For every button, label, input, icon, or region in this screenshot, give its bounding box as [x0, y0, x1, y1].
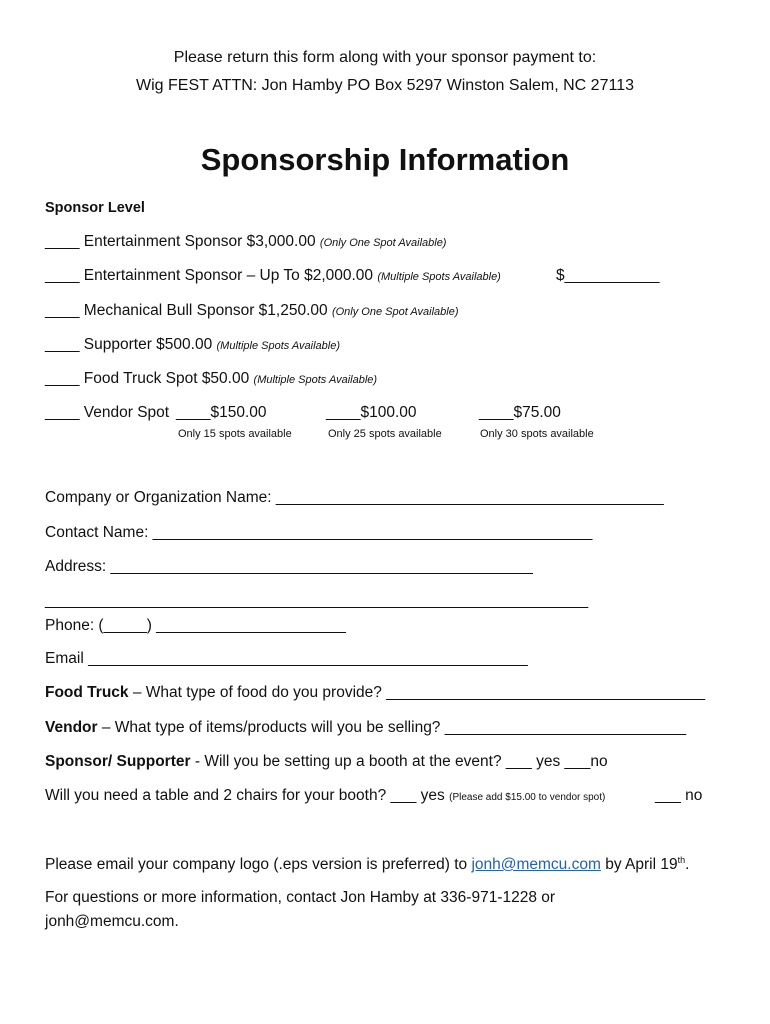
phone-field[interactable]: Phone: (_____) ______________________ [45, 617, 346, 634]
address-line-2-field[interactable]: _______________________________________________________________ [45, 592, 589, 609]
sponsor-option-supporter[interactable] [45, 336, 340, 354]
header-line-2: Wig FEST ATTN: Jon Hamby PO Box 5297 Winston Salem, NC 27113 [136, 77, 634, 94]
logo-date-suffix: th [677, 855, 686, 865]
vendor-spot-label: ____ Vendor Spot [45, 404, 170, 421]
sponsor-option-mechanical-bull[interactable] [45, 302, 459, 320]
contact-info-line-2: jonh@memcu.com. [45, 913, 179, 930]
logo-instruction [45, 855, 689, 874]
option-label: ____ Entertainment Sponsor – Up To $2,000.00 [45, 267, 374, 284]
option-label: ____ Food Truck Spot $50.00 [45, 370, 250, 387]
logo-date: by April 19 [605, 856, 678, 874]
logo-end: . [685, 856, 690, 874]
vendor-note-150: Only 15 spots available [178, 428, 292, 440]
sponsor-booth-question[interactable] [45, 753, 608, 771]
amount-field[interactable]: $___________ [556, 267, 660, 284]
sponsor-option-entertainment-2000[interactable] [45, 267, 501, 285]
vendor-option-75[interactable]: ____$75.00 [479, 404, 561, 421]
sponsor-text: - Will you be setting up a booth at the event? ___ yes ___no [190, 753, 608, 770]
option-label: ____ Entertainment Sponsor $3,000.00 [45, 233, 316, 250]
option-note: (Multiple Spots Available) [216, 340, 341, 352]
table-no-option[interactable]: ___ no [655, 787, 703, 804]
vendor-option-100[interactable]: ____$100.00 [326, 404, 417, 421]
sponsor-label: Sponsor/ Supporter [45, 753, 191, 770]
vendor-question[interactable] [45, 719, 686, 737]
contact-info-line-1: For questions or more information, contact Jon Hamby at 336-971-1228 or [45, 889, 556, 906]
sponsor-option-food-truck[interactable] [45, 370, 377, 388]
address-field[interactable]: Address: _________________________________________________ [45, 558, 533, 575]
email-field[interactable]: Email ___________________________________________________ [45, 650, 528, 667]
table-text: Will you need a table and 2 chairs for your booth? ___ yes [45, 787, 445, 804]
food-truck-text: – What type of food do you provide? _____________________________________ [128, 684, 706, 701]
food-truck-question[interactable] [45, 684, 705, 702]
logo-text: Please email your company logo (.eps version is preferred) to [45, 856, 468, 874]
header-line-1: Please return this form along with your sponsor payment to: [173, 49, 597, 66]
food-truck-label: Food Truck [45, 684, 129, 701]
option-note: (Multiple Spots Available) [377, 271, 501, 283]
company-name-field[interactable]: Company or Organization Name: _____________________________________________ [45, 489, 664, 506]
option-note: (Multiple Spots Available) [253, 374, 378, 386]
page-title: Sponsorship Information [200, 142, 570, 177]
vendor-note-100: Only 25 spots available [328, 428, 442, 440]
option-label: ____ Supporter $500.00 [45, 336, 213, 353]
contact-name-field[interactable]: Contact Name: ___________________________________________________ [45, 524, 593, 541]
vendor-label: Vendor [45, 719, 98, 736]
option-note: (Only One Spot Available) [331, 306, 459, 318]
option-note: (Only One Spot Available) [319, 237, 447, 249]
vendor-option-150[interactable]: ____$150.00 [176, 404, 267, 421]
sponsor-option-entertainment-3000[interactable] [45, 233, 446, 251]
sponsor-level-heading: Sponsor Level [45, 200, 145, 216]
vendor-note-75: Only 30 spots available [480, 428, 594, 440]
email-link[interactable]: jonh@memcu.com [471, 856, 601, 874]
vendor-text: – What type of items/products will you be selling? ____________________________ [97, 719, 687, 736]
option-label: ____ Mechanical Bull Sponsor $1,250.00 [45, 302, 328, 319]
table-note: (Please add $15.00 to vendor spot) [449, 792, 606, 803]
table-chairs-question[interactable] [45, 787, 605, 805]
